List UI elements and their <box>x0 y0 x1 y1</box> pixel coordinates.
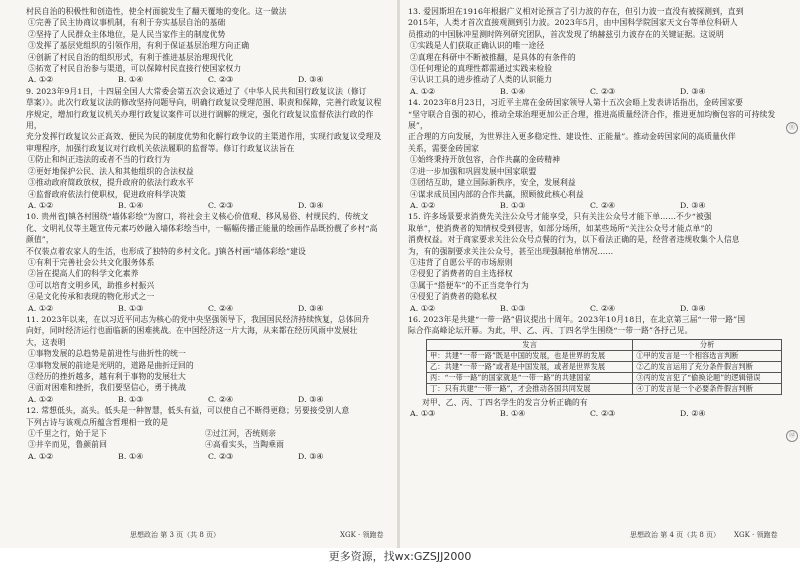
q13-option: ③任何理论的真理性都需通过实践来检验 <box>410 64 553 74</box>
table-cell: 丁：只有共建“一带一路”，才会推动各国共同发展 <box>427 383 633 394</box>
q15-option: ③属于“搭便车”的不正当竞争行为 <box>410 280 529 290</box>
answer-d: D. ③④ <box>298 200 324 210</box>
table-row <box>427 350 782 361</box>
q14-stem: “坚守联合自强的初心，推动全球治理更加公正合理，推进高质量经济合作，推进更加均衡包容的可持续发展”， <box>408 109 776 131</box>
intro-option: ①完善了民主协商议事机制，有利于夯实基层自治的基础 <box>28 18 226 28</box>
q9-stem: 草案）》。此次行政复议法的修改坚持问题导向，明确行政复议受理范围、职责和保障，完善行政复议程 <box>26 98 382 108</box>
q16-stem: 际合作高峰论坛开幕。为此，甲、乙、丙、丁四名学生围绕“一带一路”各抒己见。 <box>408 326 693 336</box>
table-cell: ①甲的发言是一个相容选言判断 <box>633 350 782 361</box>
q15-stem: 为，有的强制要求关注公众号，甚至出现强制抢单情况…… <box>408 246 614 256</box>
q9-stem: 序规定，增加行政复议机关办理行政复议案件可以进行调解的规定，强化行政复议监督依法行政的作用， <box>26 109 374 131</box>
q12-option: ④高看实头，当陶乘雨 <box>205 440 284 450</box>
answer-a: A. ①② <box>28 451 54 461</box>
answer-c: C. ②③ <box>208 75 234 85</box>
q14-option: ②进一步加强和巩固发展中国家联盟 <box>410 166 537 176</box>
q14-option: ③团结互助，建立国际新秩序，安全，发展利益 <box>410 178 576 188</box>
answer-d: D. ③④ <box>680 200 706 210</box>
page-footer: 思想政治 第 3 页（共 8 页） <box>130 531 221 539</box>
answer-d: D. ②④ <box>680 409 706 419</box>
intro-option: ③发挥了基层党组织的引领作用，有利于保证基层治理方向正确 <box>28 41 250 51</box>
q11-answers <box>28 394 382 405</box>
answer-c: C. ②③ <box>590 86 616 96</box>
q15-option: ④侵犯了消费者的隐私权 <box>410 292 497 302</box>
answer-c: C. ②③ <box>590 409 616 419</box>
q13-stem: 13. 爱因斯坦在1916年根据广义相对论预言了引力波的存在，但引力波一直没有被探测到，直到 <box>408 7 744 16</box>
q9-option: ③推动政府简政放权，提升政府的依法行政水平 <box>28 178 194 188</box>
q16-stem: 16. 2023年是共建“一带一路”倡议提出十周年。2023年10月18日，在北京第三届“一带一路”国 <box>408 314 746 324</box>
intro-stem: 村民自治的积极性和创造性，使全村面貌发生了翻天覆地的变化。这一做法 <box>26 7 287 16</box>
q10-stem: 化、文明礼仪等主题宣传元素巧妙融入墙体彩绘当中，一幅幅传播正能量的绘画作品既扮靓了乡村“高颜值”， <box>26 223 378 245</box>
resource-banner: 更多资源，找wx:GZSJJ2000 <box>0 548 800 566</box>
answer-a: A. ①② <box>28 75 54 85</box>
q10-stem: 10. 贵州省J镇各村围绕“墙体彩绘”为窗口，将社会主义核心价值观、移风易俗、村规民约、传统文 <box>26 212 369 222</box>
answer-c: C. ②③ <box>208 200 234 210</box>
q15-answers <box>410 303 792 314</box>
answer-a: A. ①② <box>28 303 54 313</box>
answer-a: A. ①② <box>410 86 436 96</box>
answer-d: D. ③④ <box>298 75 324 85</box>
q12-option: ②过江河，否统则亲 <box>205 429 277 439</box>
table-header-row <box>427 339 782 350</box>
left-page <box>0 0 398 548</box>
q10-option: ④是文化传承和表现的物化形式之一 <box>28 292 155 302</box>
q11-stem: 11. 2023年以来，在以习近平同志为核心的党中央坚强领导下，我国国民经济持续恢复，总体回升 <box>26 314 370 324</box>
q11-option: ③经历的挫折越多，越有利于事物的发展壮大 <box>28 372 186 381</box>
table-cell: 乙：共建“一带一路”或者是中国发展，或者是世界发展 <box>427 361 633 372</box>
answer-b: B. ①④ <box>500 409 526 419</box>
q10-option: ②旨在提高人们的科学文化素养 <box>28 269 139 279</box>
q15-stem: 取单”，使消费者的知情权受到侵害，如部分场所，如某些场所“关注公众号才能点单”的 <box>408 223 713 233</box>
intro-answers <box>28 74 382 85</box>
q15-stem: 15. 许多场景要求消费先关注公众号才能享受，只有关注公众号才能下单……不少“被强 <box>408 212 712 222</box>
q9-stem: 审理程序，加强行政复议对行政机关依法履职的监督等。修订行政复议法旨在 <box>26 143 295 153</box>
q10-stem: 不仅装点着农家人的生活，也形成了独特的乡村文化。J镇各村画“墙体彩绘”建设 <box>26 246 306 256</box>
table-cell: ②乙的发言运用了充分条件假言判断 <box>633 361 782 372</box>
table-header: 分析 <box>633 339 782 350</box>
answer-b: B. ①③ <box>500 303 526 313</box>
table-cell: 甲：共建“一带一路”既是中国的发展，也是世界的发展 <box>427 350 633 361</box>
answer-d: D. ③④ <box>680 303 706 313</box>
q11-option: ④面对困难和挫折，我们要坚信心，勇于挑战 <box>28 383 186 393</box>
q10-option: ①有利于完善社会公共文化服务体系 <box>28 257 155 267</box>
q12-answers <box>28 451 382 462</box>
q14-answers <box>410 200 792 211</box>
binding-mark: ⑫ <box>786 430 798 442</box>
q15-option: ②侵犯了消费者的自主选择权 <box>410 269 513 279</box>
answer-c: C. ②③ <box>208 451 234 461</box>
binding-mark: ⑪ <box>786 122 798 134</box>
table-header: 发言 <box>427 339 633 350</box>
q16-table <box>426 339 782 395</box>
answer-a: A. ①② <box>410 303 436 313</box>
answer-d: D. ③④ <box>298 451 324 461</box>
q11-stem: 大，这表明 <box>26 337 66 347</box>
answer-a: A. ①③ <box>410 409 436 419</box>
table-cell: ④丁的发言是一个必要条件假言判断 <box>633 383 782 394</box>
right-page <box>400 0 800 548</box>
q12-stem: 12. 常想低头，高头。低头是一种智慧，低头有益，可以使自己不断得更稳；另要接受别人意 <box>26 406 350 416</box>
q9-option: ④监督政府依法行使职权，促进政府科学决策 <box>28 189 186 199</box>
q14-stem: 14. 2023年8月23日，习近平主席在金砖国家领导人第十五次会晤上发表讲话指出，金砖国家要 <box>408 98 743 108</box>
intro-option: ⑤拓宽了村民自治参与渠道，可以保障村民直接行使国家权力 <box>28 64 242 74</box>
table-cell: ③丙的发言犯了“偷换论题”的逻辑错误 <box>633 372 782 383</box>
answer-a: A. ①② <box>410 200 436 210</box>
answer-a: A. ①② <box>28 200 54 210</box>
left-column <box>26 6 382 462</box>
q14-option: ④谋求成员国内部的合作共赢，照顾彼此核心利益 <box>410 189 584 199</box>
q16-answers <box>410 408 792 419</box>
answer-c: C. ②④ <box>590 303 616 313</box>
q12-option: ③井辛而见，鲁颜前回 <box>28 440 107 450</box>
q11-stem: 向好，同时经济运行也面临新的困难挑战。在中国经济这一片大海，从来都在经历风雨中发展壮 <box>26 326 358 336</box>
answer-b: B. ①④ <box>118 75 144 85</box>
q10-option: ③可以培育文明乡风，助推乡村振兴 <box>28 280 155 290</box>
answer-c: C. ②④ <box>208 394 234 404</box>
q13-option: ④认识工具的进步推动了人类的认识能力 <box>410 75 553 85</box>
q12-stem: 下列古诗与该观点所蕴含哲理相一致的是 <box>26 417 169 427</box>
q14-stem: 关系，需要金砖国家 <box>408 143 480 153</box>
q11-option: ①事物发展的总趋势是前进性与曲折性的统一 <box>28 349 186 359</box>
q12-options <box>28 428 382 451</box>
q16-question: 对甲、乙、丙、丁四名学生的发言分析正确的有 <box>422 397 588 407</box>
answer-a: A. ①② <box>28 394 54 404</box>
table-row <box>427 372 782 383</box>
q10-answers <box>28 303 382 314</box>
page-footer: 思想政治 第 4 页（共 8 页） <box>630 531 721 539</box>
q11-option: ②事物发展的前途是光明的，道路是曲折迂回的 <box>28 360 194 370</box>
q14-option: ①始终秉持开放包容，合作共赢的金砖精神 <box>410 155 561 165</box>
q9-option: ①防止和纠正违法的或者不当的行政行为 <box>28 155 171 165</box>
q15-option: ①违背了自愿公平的市场原则 <box>410 257 513 267</box>
answer-b: B. ①④ <box>118 451 144 461</box>
answer-b: B. ①④ <box>500 86 526 96</box>
answer-c: C. ②④ <box>208 303 234 313</box>
page-footer-brand: XGK · 领跑卷 <box>734 531 778 539</box>
answer-c: C. ②④ <box>590 200 616 210</box>
table-row <box>427 361 782 372</box>
answer-d: D. ③④ <box>298 394 324 404</box>
answer-b: B. ①④ <box>118 200 144 210</box>
q13-answers <box>410 86 792 97</box>
q9-stem: 充分发挥行政复议公正高效、便民为民的制度优势和化解行政争议的主渠道作用，实现行政复议受理及 <box>26 132 382 142</box>
answer-b: B. ①③ <box>500 200 526 210</box>
answer-b: B. ①③ <box>118 394 144 404</box>
right-column <box>408 6 792 420</box>
q14-stem: 正合理的方向发展，为世界注入更多稳定性、建设性、正能量”。推动金砖国家间的高质量伙伴 <box>408 132 736 142</box>
q13-stem: 员推动的中国脉冲星测时阵列研究团队，首次发现了纳赫兹引力波存在的关键证据。这说明 <box>408 29 724 39</box>
q9-option: ②更好地保护公民、法人和其他组织的合法权益 <box>28 166 194 176</box>
intro-option: ④创新了村民自治的组织形式，有利于推进基层治理现代化 <box>28 52 234 62</box>
page-footer-brand: XGK · 领跑卷 <box>340 531 384 539</box>
q13-stem: 2015年，人类才首次直接观测到引力波。2023年5月，由中国科学院国家天文台等单位科研人 <box>408 18 738 28</box>
q9-stem: 9. 2023年9月1日，十四届全国人大常委会第五次会议通过了《中华人民共和国行政复议法（修订 <box>26 86 367 96</box>
q15-stem: 消费权益。对于商家要求关注公众号点餐的行为，以下看法正确的是，经营者违规收集个人信息 <box>408 235 740 245</box>
q13-option: ①实践是人们获取正确认识的唯一途径 <box>410 41 545 51</box>
q12-option: ①千里之行，始于足下 <box>28 429 107 439</box>
intro-option: ②坚持了人民群众主体地位，是人民当家作主的制度优势 <box>28 29 226 39</box>
q9-answers <box>28 200 382 211</box>
table-row <box>427 383 782 394</box>
answer-d: D. ③④ <box>680 86 706 96</box>
answer-b: B. ①③ <box>118 303 144 313</box>
table-cell: 丙：“一带一路”的国家就是“一带一路”的共建国家 <box>427 372 633 383</box>
q13-option: ②真理在科研中不断被推翻，是具体的有条件的 <box>410 52 576 62</box>
answer-d: D. ③④ <box>298 303 324 313</box>
